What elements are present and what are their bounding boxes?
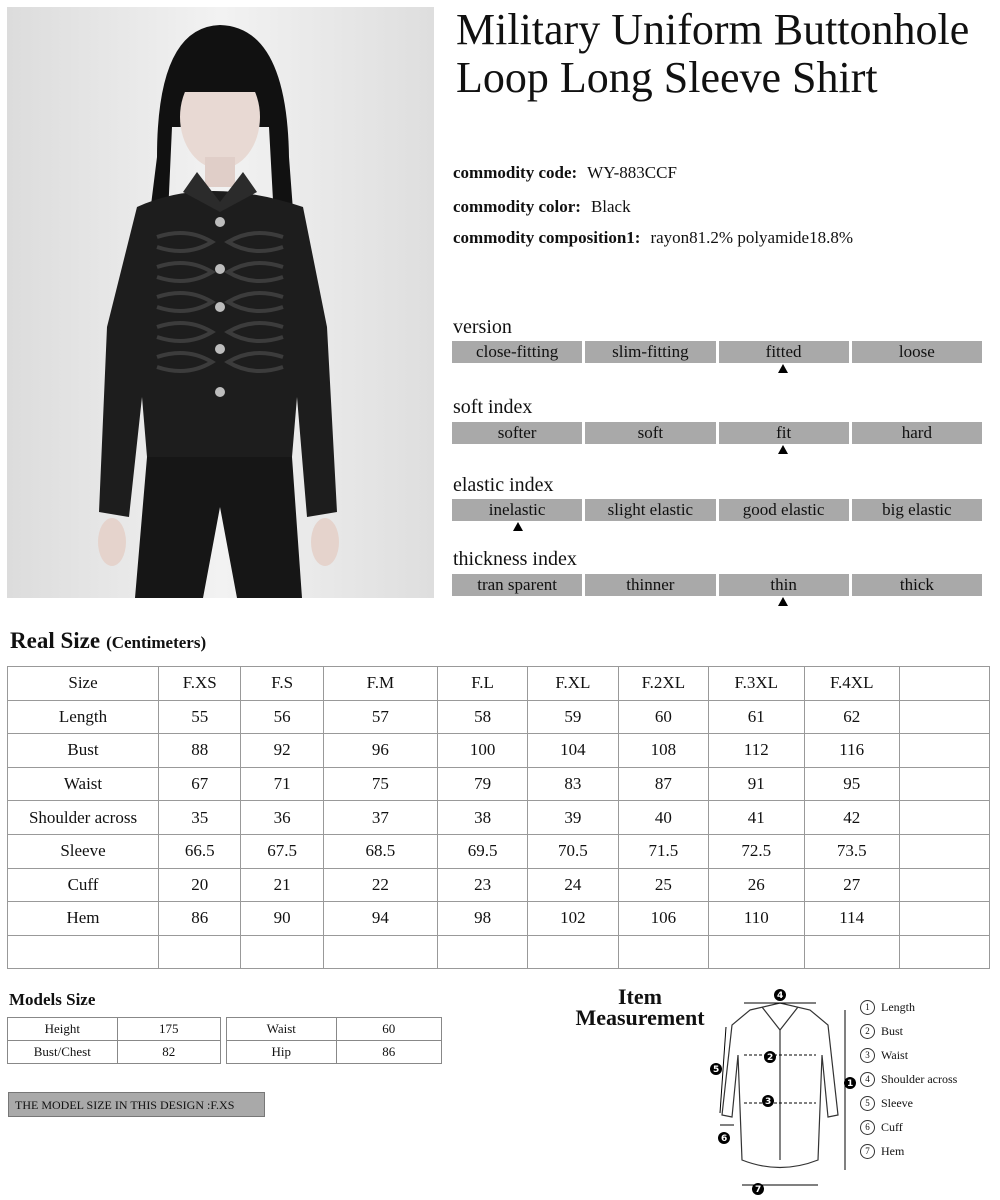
size-cell bbox=[323, 935, 437, 969]
index-option: inelastic bbox=[452, 499, 582, 521]
size-cell: 104 bbox=[528, 734, 618, 768]
index-option: softer bbox=[452, 422, 582, 444]
index-option: tran sparent bbox=[452, 574, 582, 596]
size-cell: 24 bbox=[528, 868, 618, 902]
size-cell: 20 bbox=[159, 868, 241, 902]
size-cell: 75 bbox=[323, 767, 437, 801]
size-cell: 116 bbox=[804, 734, 899, 768]
size-table-row bbox=[8, 767, 990, 801]
svg-text:3: 3 bbox=[765, 1097, 772, 1107]
size-cell bbox=[899, 801, 989, 835]
model-size-label: Hip bbox=[227, 1041, 337, 1064]
svg-text:6: 6 bbox=[721, 1134, 728, 1144]
size-cell bbox=[241, 935, 323, 969]
commodity-code bbox=[453, 163, 677, 183]
size-cell: 92 bbox=[241, 734, 323, 768]
selected-marker-icon bbox=[778, 364, 788, 373]
index-option: soft bbox=[585, 422, 715, 444]
size-cell bbox=[528, 935, 618, 969]
size-cell: 58 bbox=[437, 700, 527, 734]
size-cell: 70.5 bbox=[528, 834, 618, 868]
model-size-note: THE MODEL SIZE IN THIS DESIGN :F.XS bbox=[8, 1092, 265, 1117]
index-option: thin bbox=[719, 574, 849, 596]
size-cell: 87 bbox=[618, 767, 708, 801]
size-cell bbox=[709, 935, 804, 969]
index-options-row bbox=[452, 422, 982, 444]
size-cell bbox=[899, 767, 989, 801]
index-option: thick bbox=[852, 574, 982, 596]
real-size-unit: (Centimeters) bbox=[106, 633, 207, 652]
selected-marker-icon bbox=[513, 522, 523, 531]
size-cell: 26 bbox=[709, 868, 804, 902]
size-cell: 100 bbox=[437, 734, 527, 768]
size-cell: 71 bbox=[241, 767, 323, 801]
selected-marker-icon bbox=[778, 597, 788, 606]
size-cell: 66.5 bbox=[159, 834, 241, 868]
model-size-value: 60 bbox=[336, 1018, 441, 1041]
index-option: slim-fitting bbox=[585, 341, 715, 363]
size-cell: 38 bbox=[437, 801, 527, 835]
model-size-label: Bust/Chest bbox=[8, 1041, 118, 1064]
index-option: thinner bbox=[585, 574, 715, 596]
size-table-row bbox=[8, 734, 990, 768]
svg-text:5: 5 bbox=[713, 1065, 720, 1075]
commodity-composition bbox=[453, 228, 853, 248]
size-row-label: Shoulder across bbox=[8, 801, 159, 835]
size-table-header bbox=[8, 667, 990, 701]
size-cell bbox=[899, 700, 989, 734]
index-options-row bbox=[452, 499, 982, 521]
size-row-label: Length bbox=[8, 700, 159, 734]
models-table-right bbox=[226, 1017, 442, 1064]
size-cell: 41 bbox=[709, 801, 804, 835]
commodity-code-value: WY-883CCF bbox=[587, 163, 677, 182]
size-cell: 36 bbox=[241, 801, 323, 835]
size-cell: 71.5 bbox=[618, 834, 708, 868]
size-cell: 42 bbox=[804, 801, 899, 835]
size-cell: F.L bbox=[437, 667, 527, 701]
index-label: version bbox=[453, 316, 512, 338]
size-cell: 73.5 bbox=[804, 834, 899, 868]
selected-marker-icon bbox=[778, 445, 788, 454]
commodity-color bbox=[453, 197, 631, 217]
size-cell: F.4XL bbox=[804, 667, 899, 701]
size-cell: 88 bbox=[159, 734, 241, 768]
svg-text:2: 2 bbox=[767, 1053, 774, 1063]
size-cell bbox=[804, 935, 899, 969]
model-size-value: 86 bbox=[336, 1041, 441, 1064]
legend-number-icon: 5 bbox=[860, 1096, 875, 1111]
size-cell: 106 bbox=[618, 902, 708, 936]
index-option: close-fitting bbox=[452, 341, 582, 363]
size-cell: 83 bbox=[528, 767, 618, 801]
legend-label: Cuff bbox=[881, 1120, 903, 1134]
index-option: slight elastic bbox=[585, 499, 715, 521]
size-cell: 40 bbox=[618, 801, 708, 835]
model-size-row bbox=[227, 1041, 442, 1064]
commodity-code-label: commodity code: bbox=[453, 163, 578, 182]
product-photo bbox=[7, 7, 434, 598]
size-cell: 112 bbox=[709, 734, 804, 768]
legend-item bbox=[860, 1091, 957, 1115]
index-options-row bbox=[452, 574, 982, 596]
size-cell: F.XL bbox=[528, 667, 618, 701]
size-cell: 90 bbox=[241, 902, 323, 936]
index-options-row bbox=[452, 341, 982, 363]
legend-item bbox=[860, 1115, 957, 1139]
size-cell: 114 bbox=[804, 902, 899, 936]
size-cell: 94 bbox=[323, 902, 437, 936]
size-table-row bbox=[8, 935, 990, 969]
size-cell bbox=[159, 935, 241, 969]
model-size-row bbox=[227, 1018, 442, 1041]
size-cell bbox=[899, 868, 989, 902]
size-cell: 22 bbox=[323, 868, 437, 902]
svg-text:1: 1 bbox=[847, 1079, 854, 1089]
legend-label: Waist bbox=[881, 1048, 909, 1062]
size-table-row bbox=[8, 868, 990, 902]
commodity-color-value: Black bbox=[590, 197, 631, 216]
size-cell: 108 bbox=[618, 734, 708, 768]
item-measurement-title-line1: Item bbox=[618, 984, 662, 1009]
size-cell: 86 bbox=[159, 902, 241, 936]
size-cell bbox=[899, 834, 989, 868]
index-option: fit bbox=[719, 422, 849, 444]
size-cell: F.2XL bbox=[618, 667, 708, 701]
size-table-row bbox=[8, 834, 990, 868]
size-cell: F.S bbox=[241, 667, 323, 701]
size-cell bbox=[899, 902, 989, 936]
svg-text:4: 4 bbox=[777, 991, 784, 1001]
size-cell: 35 bbox=[159, 801, 241, 835]
real-size-title: Real Size bbox=[10, 628, 101, 653]
svg-text:7: 7 bbox=[755, 1185, 762, 1195]
item-measurement-title bbox=[560, 986, 720, 1028]
index-option: big elastic bbox=[852, 499, 982, 521]
size-cell: 55 bbox=[159, 700, 241, 734]
measurement-diagram bbox=[700, 985, 860, 1200]
size-cell: 61 bbox=[709, 700, 804, 734]
legend-label: Sleeve bbox=[881, 1096, 913, 1110]
size-cell: 98 bbox=[437, 902, 527, 936]
model-size-row bbox=[8, 1041, 221, 1064]
size-cell: 57 bbox=[323, 700, 437, 734]
size-cell: 67.5 bbox=[241, 834, 323, 868]
item-measurement-title-line2: Measurement bbox=[575, 1005, 705, 1030]
model-size-row bbox=[8, 1018, 221, 1041]
real-size-heading bbox=[10, 628, 206, 654]
index-label: elastic index bbox=[453, 474, 554, 496]
legend-label: Bust bbox=[881, 1024, 904, 1038]
size-row-label: Cuff bbox=[8, 868, 159, 902]
product-title: Military Uniform Buttonhole Loop Long Sleeve Shirt bbox=[456, 5, 970, 102]
models-table-left bbox=[7, 1017, 221, 1064]
size-cell bbox=[899, 734, 989, 768]
legend-number-icon: 3 bbox=[860, 1048, 875, 1063]
legend-item bbox=[860, 1067, 957, 1091]
size-cell: 25 bbox=[618, 868, 708, 902]
size-cell bbox=[618, 935, 708, 969]
size-row-label: Hem bbox=[8, 902, 159, 936]
legend-label: Shoulder across bbox=[881, 1072, 958, 1086]
index-option: fitted bbox=[719, 341, 849, 363]
size-row-label: Waist bbox=[8, 767, 159, 801]
model-size-label: Height bbox=[8, 1018, 118, 1041]
legend-number-icon: 2 bbox=[860, 1024, 875, 1039]
size-row-label: Size bbox=[8, 667, 159, 701]
size-cell: F.XS bbox=[159, 667, 241, 701]
size-cell: 23 bbox=[437, 868, 527, 902]
size-cell bbox=[437, 935, 527, 969]
size-cell: 59 bbox=[528, 700, 618, 734]
size-cell: 37 bbox=[323, 801, 437, 835]
legend-label: Length bbox=[881, 1000, 915, 1014]
legend-item bbox=[860, 1139, 957, 1163]
commodity-color-label: commodity color: bbox=[453, 197, 581, 216]
legend-number-icon: 4 bbox=[860, 1072, 875, 1087]
index-option: loose bbox=[852, 341, 982, 363]
model-size-label: Waist bbox=[227, 1018, 337, 1041]
size-cell: 79 bbox=[437, 767, 527, 801]
legend-item bbox=[860, 995, 957, 1019]
index-label: thickness index bbox=[453, 548, 577, 570]
size-table-row bbox=[8, 902, 990, 936]
size-cell: 62 bbox=[804, 700, 899, 734]
size-table bbox=[7, 666, 990, 969]
size-cell: 91 bbox=[709, 767, 804, 801]
size-cell: F.M bbox=[323, 667, 437, 701]
model-size-value: 82 bbox=[117, 1041, 220, 1064]
commodity-composition-label: commodity composition1: bbox=[453, 228, 641, 247]
size-cell: 96 bbox=[323, 734, 437, 768]
index-option: good elastic bbox=[719, 499, 849, 521]
size-row-label bbox=[8, 935, 159, 969]
size-cell: 39 bbox=[528, 801, 618, 835]
size-cell: 27 bbox=[804, 868, 899, 902]
size-cell: 102 bbox=[528, 902, 618, 936]
size-table-row bbox=[8, 700, 990, 734]
size-cell: 68.5 bbox=[323, 834, 437, 868]
legend-number-icon: 7 bbox=[860, 1144, 875, 1159]
legend-number-icon: 1 bbox=[860, 1000, 875, 1015]
size-table-row bbox=[8, 801, 990, 835]
legend-number-icon: 6 bbox=[860, 1120, 875, 1135]
size-row-label: Bust bbox=[8, 734, 159, 768]
size-cell: 21 bbox=[241, 868, 323, 902]
index-option: hard bbox=[852, 422, 982, 444]
size-cell bbox=[899, 935, 989, 969]
legend-item bbox=[860, 1019, 957, 1043]
size-cell: 69.5 bbox=[437, 834, 527, 868]
size-cell: 95 bbox=[804, 767, 899, 801]
size-row-label: Sleeve bbox=[8, 834, 159, 868]
size-cell: 56 bbox=[241, 700, 323, 734]
size-cell: 110 bbox=[709, 902, 804, 936]
measurement-legend bbox=[860, 995, 957, 1163]
size-cell: 60 bbox=[618, 700, 708, 734]
size-cell: 67 bbox=[159, 767, 241, 801]
index-label: soft index bbox=[453, 396, 533, 418]
commodity-composition-value: rayon81.2% polyamide18.8% bbox=[650, 228, 854, 247]
models-size-title: Models Size bbox=[9, 990, 96, 1009]
size-cell bbox=[899, 667, 989, 701]
legend-label: Hem bbox=[881, 1144, 905, 1158]
legend-item bbox=[860, 1043, 957, 1067]
size-cell: F.3XL bbox=[709, 667, 804, 701]
model-size-value: 175 bbox=[117, 1018, 220, 1041]
size-cell: 72.5 bbox=[709, 834, 804, 868]
